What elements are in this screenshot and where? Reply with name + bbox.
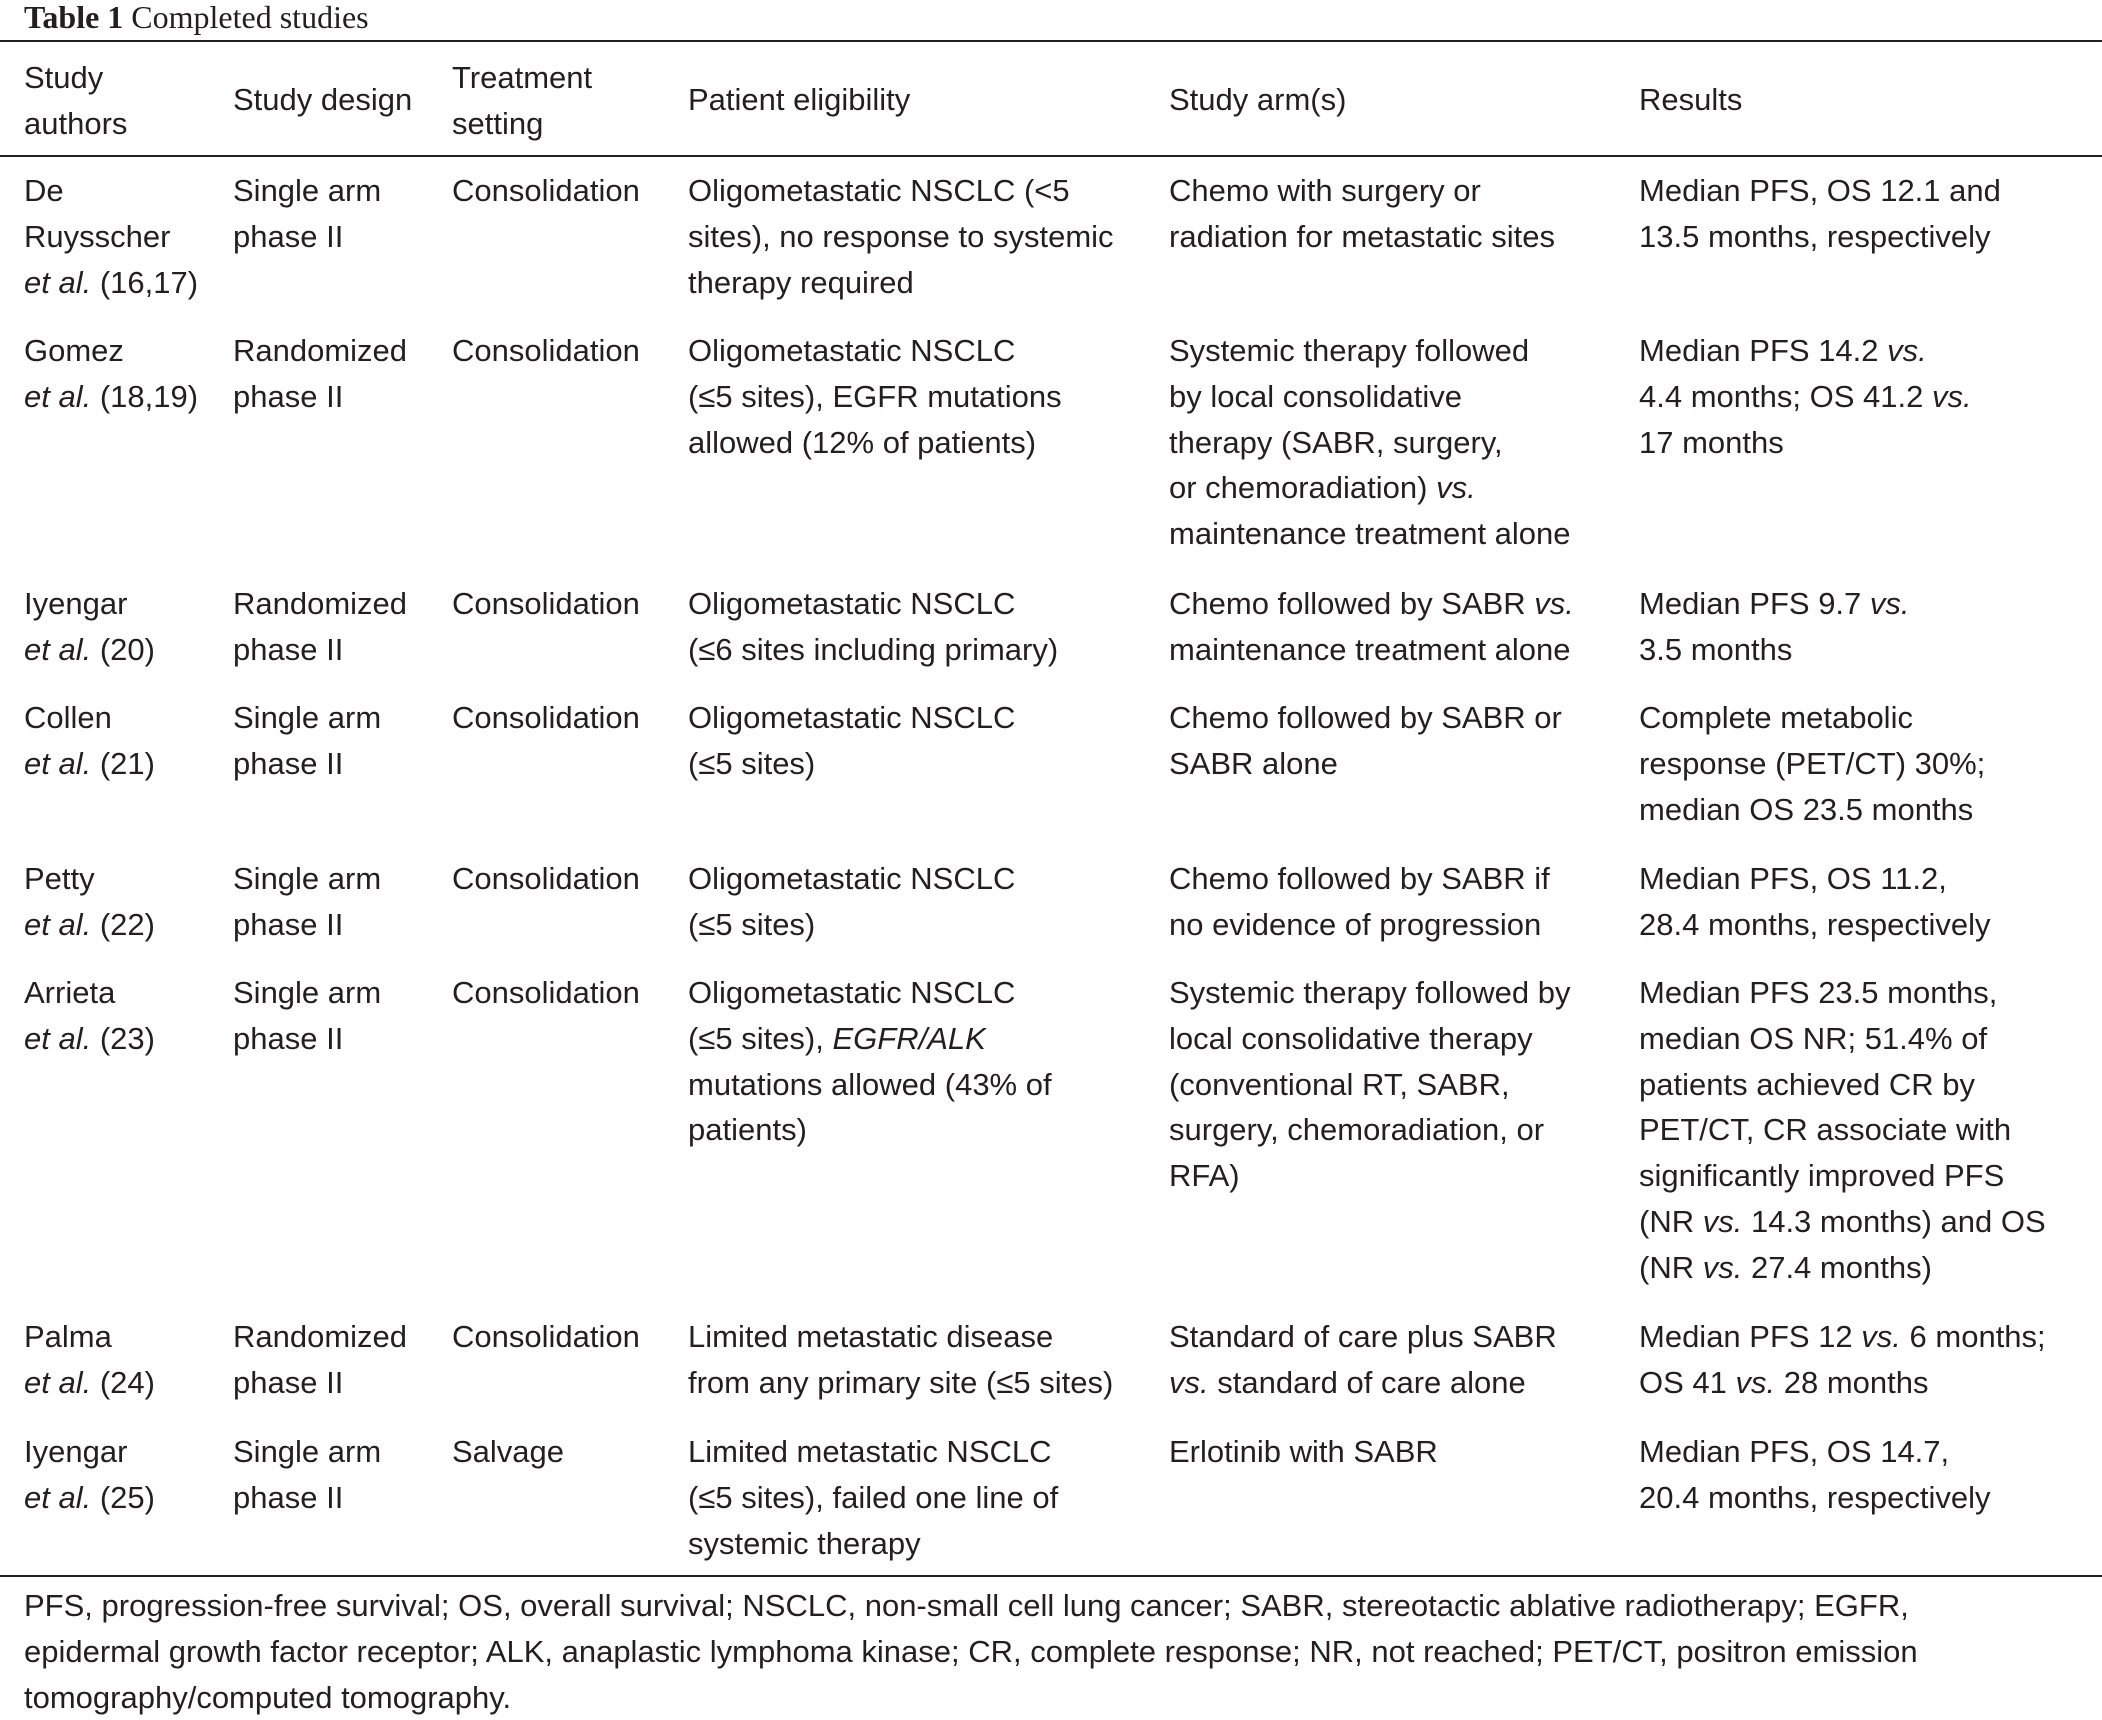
cell-line: therapy required	[688, 264, 914, 300]
cell-line: (≤5 sites)	[688, 745, 816, 781]
cell-results	[1639, 856, 1991, 948]
cell-line: Standard of care plus SABR	[1169, 1319, 1557, 1354]
cell-line: et al. (18,19)	[24, 378, 199, 414]
cell-line: no evidence of progression	[1169, 906, 1542, 942]
header-study-arms: Study arm(s)	[1169, 82, 1347, 117]
cell-eligibility	[688, 970, 1052, 1153]
cell-line: sites), no response to systemic	[688, 218, 1114, 254]
cell-setting	[452, 168, 640, 214]
cell-line: median OS 23.5 months	[1639, 791, 1974, 827]
cell-line: therapy (SABR, surgery,	[1169, 424, 1503, 460]
cell-arms	[1169, 970, 1570, 1199]
cell-line: Oligometastatic NSCLC (<5	[688, 173, 1070, 208]
cell-line: Median PFS 23.5 months,	[1639, 975, 1998, 1010]
cell-line: 28.4 months, respectively	[1639, 906, 1991, 942]
cell-authors	[24, 970, 155, 1062]
header-results: Results	[1639, 82, 1743, 117]
cell-line: Limited metastatic disease	[688, 1319, 1054, 1354]
cell-line: 17 months	[1639, 424, 1784, 460]
cell-setting	[452, 970, 640, 1016]
cell-line: Chemo followed by SABR if	[1169, 861, 1550, 896]
cell-line: by local consolidative	[1169, 378, 1462, 414]
cell-line: Randomized	[233, 1319, 408, 1354]
cell-arms	[1169, 1429, 1438, 1475]
cell-line: phase II	[233, 1020, 344, 1056]
cell-eligibility	[688, 695, 1015, 787]
cell-line: Limited metastatic NSCLC	[688, 1434, 1052, 1469]
cell-line: 20.4 months, respectively	[1639, 1479, 1991, 1515]
cell-eligibility	[688, 168, 1114, 305]
cell-line: Gomez	[24, 333, 124, 368]
header-study-design: Study design	[233, 82, 413, 117]
cell-eligibility	[688, 856, 1015, 948]
cell-line: Median PFS, OS 12.1 and	[1639, 173, 2001, 208]
cell-line: Median PFS 12 vs. 6 months;	[1639, 1319, 2046, 1354]
cell-design	[233, 328, 407, 420]
cell-line: allowed (12% of patients)	[688, 424, 1037, 460]
cell-line: (≤5 sites)	[688, 906, 816, 942]
cell-line: maintenance treatment alone	[1169, 516, 1571, 552]
cell-setting	[452, 1429, 564, 1475]
cell-line: Consolidation	[452, 333, 640, 368]
table-footnote: PFS, progression-free survival; OS, overall survival; NSCLC, non-small cell lung cancer; SABR, stereotactic ablative radiotherapy; EGFR, epidermal growth factor receptor; ALK, anaplastic lymphoma kinase; CR, complete response; NR, not reached; PET/CT, positron emission tomography/computed tomography.	[24, 1588, 1918, 1715]
cell-line: Median PFS 9.7 vs.	[1639, 586, 1910, 621]
cell-line: Consolidation	[452, 700, 640, 735]
cell-line: OS 41 vs. 28 months	[1639, 1364, 1929, 1400]
cell-line: Chemo with surgery or	[1169, 173, 1481, 208]
cell-line: Randomized	[233, 333, 408, 368]
cell-results	[1639, 328, 1972, 465]
cell-line: et al. (25)	[24, 1479, 155, 1515]
cell-line: SABR alone	[1169, 745, 1338, 781]
cell-line: Single arm	[233, 700, 382, 735]
cell-line: et al. (21)	[24, 745, 155, 781]
header-treatment-setting: Treatment setting	[452, 60, 593, 141]
cell-arms	[1169, 695, 1562, 787]
cell-line: significantly improved PFS	[1639, 1158, 2005, 1194]
cell-line: 13.5 months, respectively	[1639, 218, 1991, 254]
cell-line: Erlotinib with SABR	[1169, 1434, 1438, 1469]
cell-line: Median PFS 14.2 vs.	[1639, 333, 1927, 368]
cell-line: et al. (20)	[24, 631, 155, 667]
cell-line: Consolidation	[452, 861, 640, 896]
cell-line: Palma	[24, 1319, 112, 1354]
cell-line: (≤5 sites), EGFR mutations	[688, 378, 1062, 414]
cell-design	[233, 1314, 407, 1406]
cell-authors	[24, 1314, 155, 1406]
cell-line: Systemic therapy followed by	[1169, 975, 1571, 1010]
cell-line: Median PFS, OS 11.2,	[1639, 861, 1947, 896]
cell-line: Iyengar	[24, 1434, 128, 1469]
cell-line: phase II	[233, 745, 344, 781]
cell-line: phase II	[233, 631, 344, 667]
cell-eligibility	[688, 328, 1062, 465]
cell-line: et al. (24)	[24, 1364, 155, 1400]
cell-arms	[1169, 856, 1550, 948]
cell-results	[1639, 970, 2046, 1291]
cell-line: from any primary site (≤5 sites)	[688, 1364, 1114, 1400]
cell-line: (NR vs. 27.4 months)	[1639, 1249, 1932, 1285]
cell-line: Single arm	[233, 975, 382, 1010]
cell-line: Salvage	[452, 1434, 565, 1469]
cell-line: radiation for metastatic sites	[1169, 218, 1555, 254]
cell-design	[233, 1429, 381, 1521]
cell-authors	[24, 328, 198, 420]
cell-line: phase II	[233, 906, 344, 942]
cell-line: Chemo followed by SABR vs.	[1169, 586, 1574, 621]
cell-line: Arrieta	[24, 975, 116, 1010]
header-study-authors: Study authors	[24, 60, 128, 141]
table-caption	[24, 0, 369, 40]
cell-line: Ruysscher	[24, 218, 171, 254]
cell-line: Consolidation	[452, 173, 640, 208]
cell-line: Single arm	[233, 173, 382, 208]
cell-setting	[452, 581, 640, 627]
cell-design	[233, 695, 381, 787]
cell-line: Randomized	[233, 586, 408, 621]
cell-design	[233, 581, 407, 673]
cell-line: (≤5 sites), EGFR/ALK	[688, 1020, 986, 1056]
cell-setting	[452, 856, 640, 902]
cell-arms	[1169, 581, 1574, 673]
cell-line: (≤5 sites), failed one line of	[688, 1479, 1059, 1515]
cell-results	[1639, 168, 2001, 260]
cell-setting	[452, 695, 640, 741]
cell-line: (≤6 sites including primary)	[688, 631, 1059, 667]
cell-line: et al. (22)	[24, 906, 155, 942]
cell-line: et al. (16,17)	[24, 264, 199, 300]
cell-line: Consolidation	[452, 975, 640, 1010]
cell-line: RFA)	[1169, 1158, 1240, 1194]
cell-line: Systemic therapy followed	[1169, 333, 1530, 368]
cell-line: (NR vs. 14.3 months) and OS	[1639, 1203, 2046, 1239]
cell-eligibility	[688, 581, 1058, 673]
cell-line: Oligometastatic NSCLC	[688, 975, 1016, 1010]
table-label: Table 1	[24, 0, 124, 35]
top-rule	[0, 40, 2102, 42]
cell-line: et al. (23)	[24, 1020, 155, 1056]
cell-line: response (PET/CT) 30%;	[1639, 745, 1986, 781]
cell-line: PET/CT, CR associate with	[1639, 1112, 2012, 1148]
cell-line: Consolidation	[452, 586, 640, 621]
cell-line: Complete metabolic	[1639, 700, 1913, 735]
cell-eligibility	[688, 1314, 1113, 1406]
cell-line: phase II	[233, 1364, 344, 1400]
cell-authors	[24, 856, 155, 948]
cell-line: patients achieved CR by	[1639, 1066, 1976, 1102]
header-rule	[0, 155, 2102, 157]
cell-results	[1639, 581, 1910, 673]
cell-authors	[24, 581, 155, 673]
cell-arms	[1169, 168, 1555, 260]
cell-line: Single arm	[233, 861, 382, 896]
cell-line: local consolidative therapy	[1169, 1020, 1533, 1056]
cell-authors	[24, 695, 155, 787]
cell-setting	[452, 328, 640, 374]
cell-line: phase II	[233, 378, 344, 414]
bottom-rule	[0, 1575, 2102, 1577]
cell-results	[1639, 695, 1985, 832]
cell-line: Oligometastatic NSCLC	[688, 586, 1016, 621]
cell-line: systemic therapy	[688, 1525, 921, 1561]
cell-line: 4.4 months; OS 41.2 vs.	[1639, 378, 1972, 414]
cell-line: 3.5 months	[1639, 631, 1793, 667]
cell-results	[1639, 1429, 1991, 1521]
cell-setting	[452, 1314, 640, 1360]
cell-results	[1639, 1314, 2046, 1406]
cell-line: Oligometastatic NSCLC	[688, 333, 1016, 368]
cell-line: De	[24, 173, 64, 208]
cell-authors	[24, 168, 198, 305]
cell-arms	[1169, 328, 1571, 557]
cell-line: Oligometastatic NSCLC	[688, 861, 1016, 896]
cell-line: vs. standard of care alone	[1169, 1364, 1526, 1400]
cell-design	[233, 856, 381, 948]
cell-line: median OS NR; 51.4% of	[1639, 1020, 1988, 1056]
table-title: Completed studies	[131, 0, 369, 35]
header-patient-eligibility: Patient eligibility	[688, 82, 911, 117]
cell-line: Collen	[24, 700, 112, 735]
cell-line: phase II	[233, 1479, 344, 1515]
cell-line: phase II	[233, 218, 344, 254]
cell-line: maintenance treatment alone	[1169, 631, 1571, 667]
cell-line: (conventional RT, SABR,	[1169, 1066, 1510, 1102]
cell-design	[233, 970, 381, 1062]
cell-line: patients)	[688, 1112, 807, 1148]
cell-authors	[24, 1429, 155, 1521]
cell-eligibility	[688, 1429, 1058, 1566]
cell-line: Petty	[24, 861, 95, 896]
cell-line: Iyengar	[24, 586, 128, 621]
cell-line: surgery, chemoradiation, or	[1169, 1112, 1545, 1148]
cell-line: Single arm	[233, 1434, 382, 1469]
cell-arms	[1169, 1314, 1557, 1406]
cell-line: or chemoradiation) vs.	[1169, 470, 1476, 506]
cell-line: Consolidation	[452, 1319, 640, 1354]
cell-line: Oligometastatic NSCLC	[688, 700, 1016, 735]
cell-line: Median PFS, OS 14.7,	[1639, 1434, 1950, 1469]
cell-line: Chemo followed by SABR or	[1169, 700, 1562, 735]
cell-line: mutations allowed (43% of	[688, 1066, 1052, 1102]
cell-design	[233, 168, 381, 260]
